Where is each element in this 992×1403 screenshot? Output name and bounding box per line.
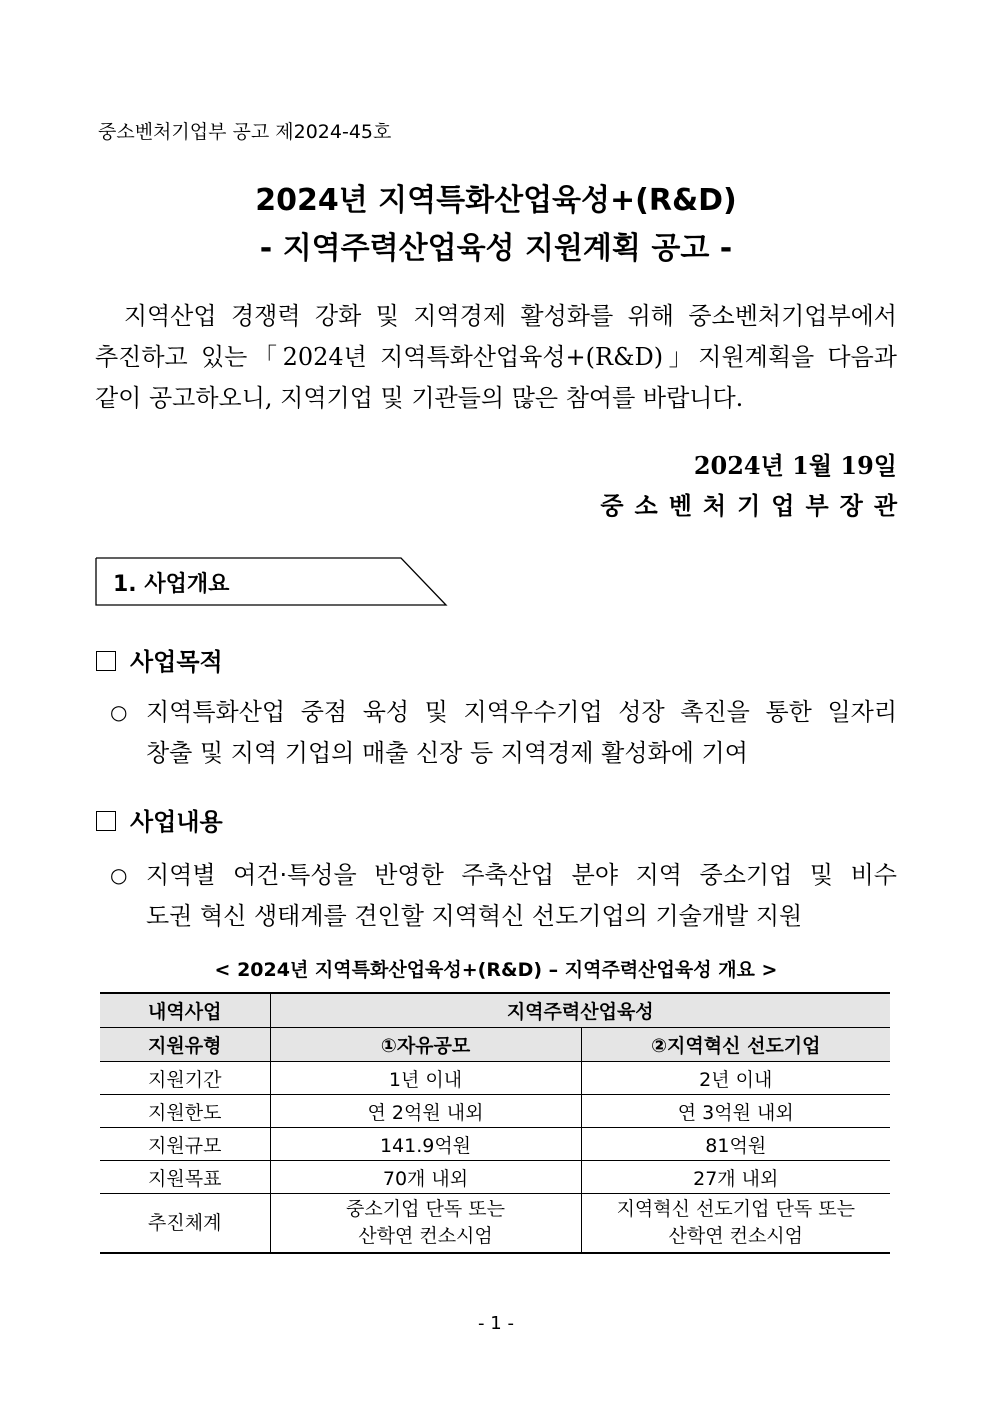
cell-line: 산학연 컨소시엄 [358,1225,493,1247]
bullet-line: 도권 혁신 생태계를 견인할 지역혁신 선도기업의 기술개발 지원 [146,902,803,930]
table-cell: 27개 내외 [581,1161,890,1194]
table-cell: 70개 내외 [270,1161,581,1194]
intro-line: 지역산업 경쟁력 강화 및 지역경제 활성화를 위해 중소벤처기업부에서 [95,302,897,330]
table-cell [270,1194,581,1254]
circle-bullet-icon: ○ [110,700,128,724]
table-row [100,1128,890,1161]
section-title: 1. 사업개요 [113,572,230,597]
table-cell: 지원유형 [100,1028,270,1062]
document-subtitle: - 지역주력산업육성 지원계획 공고 - [259,231,733,266]
table-cell: 지원규모 [100,1128,270,1161]
table-cell: 연 2억원 내외 [270,1095,581,1128]
cell-line: 중소기업 단독 또는 [346,1198,505,1220]
table-cell: ②지역혁신 선도기업 [581,1028,890,1062]
checkbox-square-icon [96,811,116,831]
content-heading [96,802,223,837]
table-cell: 지원목표 [100,1161,270,1194]
announcement-date: 2024년 1월 19일 [693,451,897,480]
notice-number: 중소벤처기업부 공고 제2024-45호 [98,121,392,143]
table-cell: 지역주력산업육성 [270,993,890,1028]
table-cell: 지원한도 [100,1095,270,1128]
table-cell: ①자유공모 [270,1028,581,1062]
intro-line: 추진하고 있는「2024년 지역특화산업육성+(R&D)」지원계획을 다음과 [95,343,897,371]
table-row [100,1194,890,1254]
document-title: 2024년 지역특화산업육성+(R&D) [255,183,737,218]
cell-line: 산학연 컨소시엄 [668,1225,804,1247]
table-row [100,1062,890,1095]
section-header-box [95,557,448,607]
cell-line: 지역혁신 선도기업 단독 또는 [616,1198,855,1220]
table-row [100,993,890,1028]
bullet-line: 창출 및 지역 기업의 매출 신장 등 지역경제 활성화에 기여 [146,739,748,767]
table-cell: 추진체계 [100,1194,270,1254]
purpose-heading-text: 사업목적 [130,648,223,676]
table-cell: 지원기간 [100,1062,270,1095]
content-bullet [110,855,897,937]
table-row [100,1095,890,1128]
table-cell: 연 3억원 내외 [581,1095,890,1128]
purpose-bullet [110,692,897,774]
table-cell [581,1194,890,1254]
bullet-line: 지역특화산업 중점 육성 및 지역우수기업 성장 촉진을 통한 일자리 [146,698,897,726]
page-number: - 1 - [478,1313,514,1334]
intro-line: 같이 공고하오니, 지역기업 및 기관들의 많은 참여를 바랍니다. [95,384,744,412]
bullet-line: 지역별 여건·특성을 반영한 주축산업 분야 지역 중소기업 및 비수 [146,861,897,889]
table-cell: 81억원 [581,1128,890,1161]
table-cell: 2년 이내 [581,1062,890,1095]
checkbox-square-icon [96,651,116,671]
table-cell: 내역사업 [100,993,270,1028]
table-cell: 141.9억원 [270,1128,581,1161]
purpose-heading [96,642,223,677]
table-caption: < 2024년 지역특화산업육성+(R&D) – 지역주력산업육성 개요 > [214,959,778,981]
table-row [100,1028,890,1062]
table-cell: 1년 이내 [270,1062,581,1095]
circle-bullet-icon: ○ [110,863,128,887]
intro-paragraph [95,296,897,419]
table-row [100,1161,890,1194]
content-heading-text: 사업내용 [130,808,223,836]
minister-signature: 중소벤처기업부장관 [600,491,908,520]
overview-table [100,992,890,1254]
